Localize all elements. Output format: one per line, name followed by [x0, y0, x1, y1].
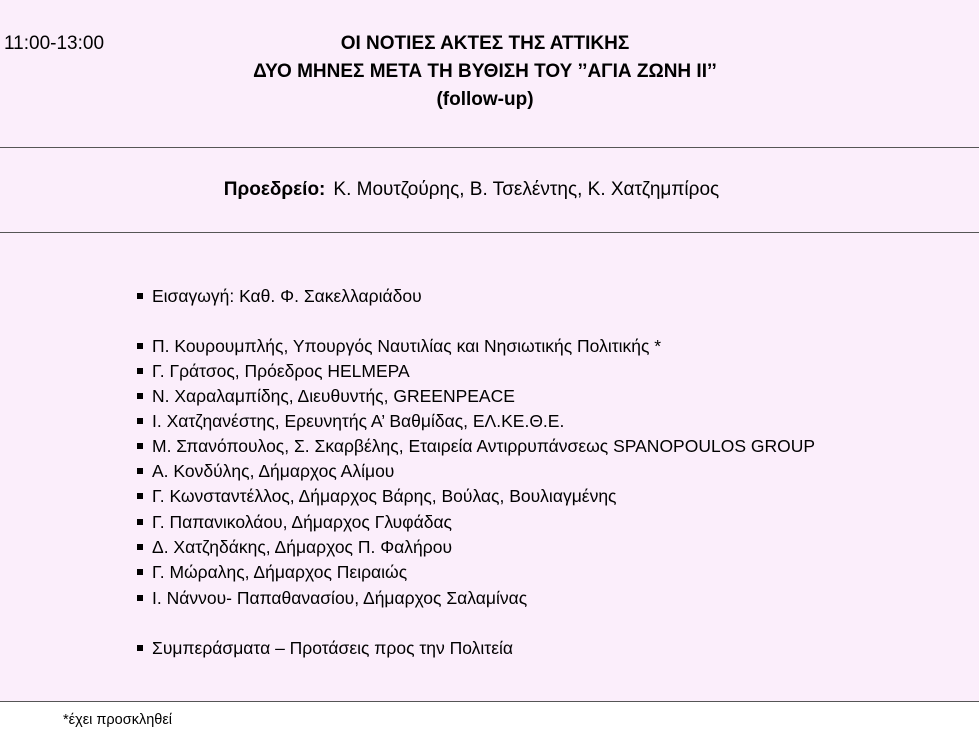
bullet-icon: [137, 443, 143, 449]
chair-names: Κ. Μουτζούρης, Β. Τσελέντης, Κ. Χατζημπίρος: [333, 179, 720, 200]
speaker-item: [137, 410, 564, 432]
speaker-item: [137, 460, 394, 482]
session-time: 11:00-13:00: [4, 33, 105, 54]
program-conclusion: [137, 637, 513, 659]
speaker-text: Ι. Χατζηανέστης, Ερευνητής Α’ Βαθμίδας, ΕΛ.ΚΕ.Θ.Ε.: [152, 411, 565, 431]
bullet-icon: [137, 293, 143, 299]
speaker-text: Δ. Χατζηδάκης, Δήμαρχος Π. Φαλήρου: [152, 537, 453, 557]
speaker-text: Π. Κουρουμπλής, Υπουργός Ναυτιλίας και Νησιωτικής Πολιτικής *: [152, 336, 662, 356]
speaker-text: Α. Κονδύλης, Δήμαρχος Αλίμου: [152, 461, 395, 481]
bullet-icon: [137, 544, 143, 550]
program-intro-text: Εισαγωγή: Καθ. Φ. Σακελλαριάδου: [152, 286, 422, 306]
speaker-item: [137, 385, 515, 407]
divider-top: [0, 147, 979, 148]
speaker-text: Γ. Γράτσος, Πρόεδρος HELMEPA: [152, 361, 410, 381]
footnote: *έχει προσκληθεί: [63, 712, 173, 728]
bullet-icon: [137, 468, 143, 474]
speaker-item: [137, 561, 407, 583]
program-intro: [137, 285, 422, 307]
speaker-item: [137, 335, 661, 357]
session-title-line-3: (follow-up): [436, 89, 534, 110]
bullet-icon: [137, 595, 143, 601]
chair-label: Προεδρείο:: [223, 179, 326, 200]
speaker-item: [137, 435, 815, 457]
bullet-icon: [137, 569, 143, 575]
program-conclusion-text: Συμπεράσματα – Προτάσεις προς την Πολιτεία: [152, 638, 514, 658]
bullet-icon: [137, 645, 143, 651]
speaker-text: Μ. Σπανόπουλος, Σ. Σκαρβέλης, Εταιρεία Αντιρρυπάνσεως SPANOPOULOS GROUP: [152, 436, 816, 456]
bullet-icon: [137, 519, 143, 525]
bullet-icon: [137, 368, 143, 374]
bullet-icon: [137, 418, 143, 424]
chair-row: [0, 179, 943, 201]
speaker-item: [137, 485, 617, 507]
speaker-text: Γ. Μώραλης, Δήμαρχος Πειραιώς: [152, 562, 408, 582]
bullet-icon: [137, 393, 143, 399]
bullet-icon: [137, 343, 143, 349]
speaker-text: Γ. Κωνσταντέλλος, Δήμαρχος Βάρης, Βούλας, Βουλιαγμένης: [152, 486, 617, 506]
divider-bottom: [0, 701, 979, 702]
speaker-item: [137, 587, 527, 609]
session-title-line-1: ΟΙ ΝΟΤΙΕΣ ΑΚΤΕΣ ΤΗΣ ΑΤΤΙΚΗΣ: [340, 33, 630, 54]
speaker-item: [137, 360, 410, 382]
speaker-text: Ν. Χαραλαμπίδης, Διευθυντής, GREENPEACE: [152, 386, 515, 406]
speaker-text: Γ. Παπανικολάου, Δήμαρχος Γλυφάδας: [152, 512, 452, 532]
speaker-text: Ι. Νάννου- Παπαθανασίου, Δήμαρχος Σαλαμίνας: [152, 588, 528, 608]
speaker-item: [137, 511, 452, 533]
session-title-line-2: ΔΥΟ ΜΗΝΕΣ ΜΕΤΑ ΤΗ ΒΥΘΙΣΗ ΤΟΥ ’’ΑΓΙΑ ΖΩΝΗ ΙΙ’’: [253, 61, 717, 82]
speaker-item: [137, 536, 452, 558]
divider-middle: [0, 232, 979, 233]
bullet-icon: [137, 493, 143, 499]
